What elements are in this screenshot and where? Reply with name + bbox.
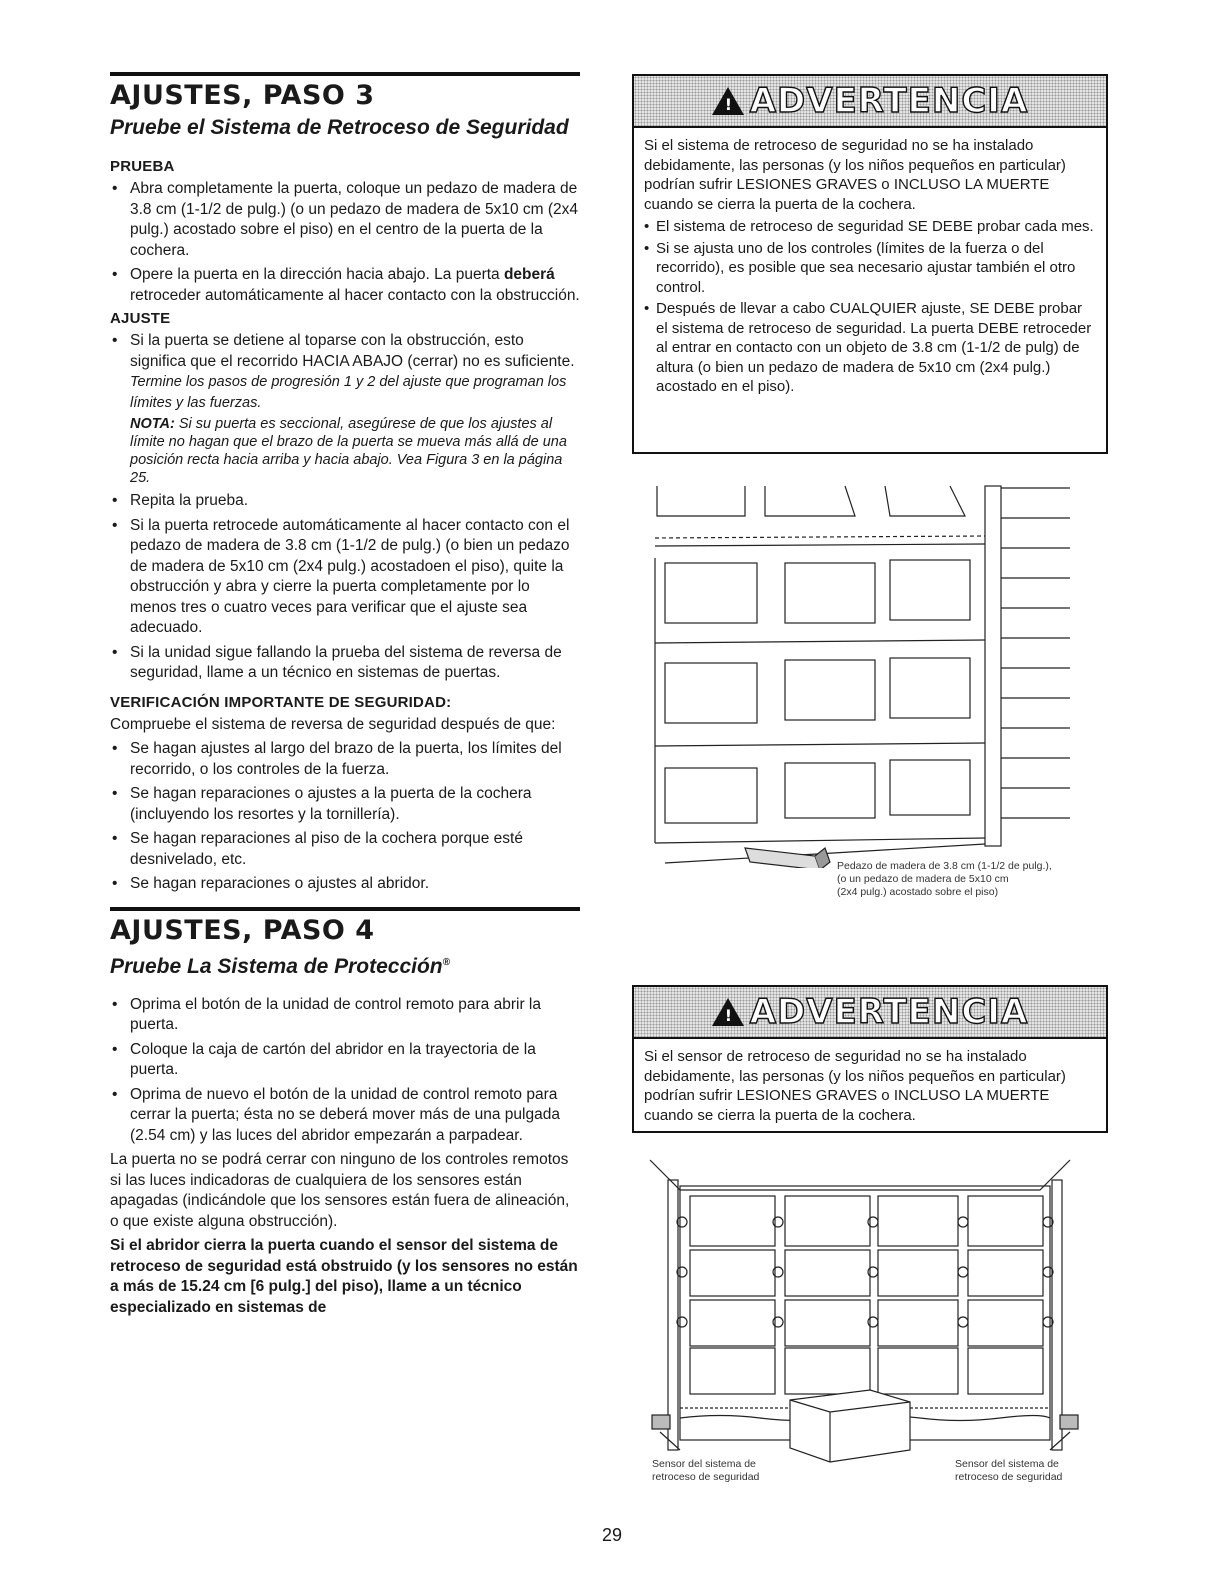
label-line: retroceso de seguridad bbox=[955, 1471, 1063, 1483]
list-item bbox=[110, 331, 580, 487]
step4-subtitle bbox=[110, 951, 580, 979]
step4-subtitle-text: Pruebe La Sistema de Protección bbox=[110, 954, 443, 978]
nota bbox=[130, 415, 580, 487]
warning-triangle-icon bbox=[712, 87, 744, 115]
figure1-caption bbox=[837, 860, 1052, 899]
garage-door-sensor-figure bbox=[640, 1150, 1080, 1470]
list-item: • Coloque la caja de cartón del abridor en la trayectoria de la puerta. bbox=[110, 1040, 580, 1081]
warning-banner bbox=[634, 987, 1106, 1039]
caption-line: (2x4 pulg.) acostado sobre el piso) bbox=[837, 886, 999, 898]
door-bottom bbox=[655, 838, 985, 843]
warning-text: Si el sensor de retroceso de seguridad no se ha instalado debidamente, las personas (y los niños pequeños en particular) podrían sufrir LESIONES GRAVES o INCLUSO LA MUERTE cuando se cierra la puerta de la cochera. bbox=[644, 1048, 1066, 1124]
warning-box-1 bbox=[632, 74, 1108, 454]
item-text: retroceder automáticamente al hacer contacto con la obstrucción. bbox=[130, 286, 580, 304]
warning-banner-text: ADVERTENCIA bbox=[749, 81, 1029, 121]
left-sensor-label bbox=[652, 1458, 759, 1484]
warning-box-2 bbox=[632, 985, 1108, 1133]
warning-banner bbox=[634, 76, 1106, 128]
door-panels bbox=[690, 1196, 1043, 1394]
door-frame bbox=[985, 486, 1001, 846]
bold-word: deberá bbox=[503, 266, 555, 283]
label-line: retroceso de seguridad bbox=[652, 1471, 760, 1483]
list-item: • Si se ajusta uno de los controles (límites de la fuerza o del recorrido), es posible que sea necesario ajustar también el otro control. bbox=[644, 239, 1096, 298]
list-item: • Oprima el botón de la unidad de control remoto para abrir la puerta. bbox=[110, 995, 580, 1036]
warning-intro: Si el sistema de retroceso de seguridad no se ha instalado debidamente, las personas (y los niños pequeños en particular) podrían sufrir LESIONES GRAVES o INCLUSO LA MUERTE cuando se cierra la puerta de la cochera. bbox=[644, 137, 1066, 213]
door-hinges bbox=[677, 1217, 1053, 1327]
right-track bbox=[1052, 1180, 1062, 1450]
list-item: • Se hagan reparaciones al piso de la cochera porque esté desnivelado, etc. bbox=[110, 829, 580, 870]
step4-list bbox=[110, 995, 580, 1147]
garage-door-wood-figure bbox=[645, 478, 1085, 868]
page-number: 29 bbox=[601, 1525, 623, 1545]
ajuste-heading: AJUSTE bbox=[110, 310, 171, 327]
label-leader bbox=[660, 1432, 680, 1450]
wood-block bbox=[745, 848, 820, 868]
warning-triangle-icon bbox=[712, 998, 744, 1026]
door-section-line bbox=[655, 536, 985, 538]
prueba-list bbox=[110, 179, 580, 306]
door-panel-outline bbox=[885, 486, 965, 516]
list-item: • Se hagan reparaciones o ajustes al abridor. bbox=[110, 874, 580, 895]
item-text: Si la puerta se detiene al toparse con la obstrucción, esto significa que el recorrido HACIA ABAJO (cerrar) no es suficiente. bbox=[130, 332, 575, 370]
caption-line: (o un pedazo de madera de 5x10 cm bbox=[837, 873, 1009, 885]
warning-banner-text: ADVERTENCIA bbox=[749, 992, 1029, 1032]
left-track bbox=[668, 1180, 678, 1450]
door-panel-outline bbox=[765, 486, 855, 516]
right-sensor-label bbox=[955, 1458, 1062, 1484]
caption-line: Pedazo de madera de 3.8 cm (1-1/2 de pulg.), bbox=[837, 860, 1052, 872]
step4-title: AJUSTES, PASO 4 bbox=[110, 914, 375, 946]
list-item: • Si la unidad sigue fallando la prueba del sistema de reversa de seguridad, llame a un técnico en sistemas de puertas. bbox=[110, 643, 580, 684]
door-section-line bbox=[655, 544, 985, 546]
italic-note: Termine los pasos de progresión 1 y 2 del ajuste que programan los límites y las fuerzas. bbox=[130, 374, 567, 411]
label-leader bbox=[1050, 1432, 1070, 1450]
registered-mark: ® bbox=[442, 956, 450, 968]
step4-paragraph: La puerta no se podrá cerrar con ninguno de los controles remotos si las luces indicadoras de cualquiera de los sensores están apagadas (indicándole que los sensores están fuera de alineación, o que existe alguna obstrucción). bbox=[110, 1151, 570, 1230]
siding-lines bbox=[1001, 518, 1070, 818]
left-column bbox=[110, 72, 580, 1318]
list-item: • Oprima de nuevo el botón de la unidad de control remoto para cerrar la puerta; ésta no se deberá mover más de una pulgada (2.54 cm) y las luces del abridor empezarán a parpadear. bbox=[110, 1085, 580, 1147]
list-item: • El sistema de retroceso de seguridad SE DEBE probar cada mes. bbox=[644, 217, 1096, 237]
door-section-line bbox=[655, 640, 985, 643]
warning-list bbox=[644, 217, 1096, 397]
verif-list bbox=[110, 739, 580, 895]
label-line: Sensor del sistema de bbox=[652, 1458, 756, 1470]
list-item: • Después de llevar a cabo CUALQUIER ajuste, SE DEBE probar el sistema de retroceso de seguridad. La puerta DEBE retroceder al entrar en contacto con un objeto de 3.8 cm (1-1/2 de pulg) de altura (o bien un pedazo de madera de 5x10 cm (2x4 pulg.) acostado en el piso). bbox=[644, 299, 1096, 397]
warning-body bbox=[634, 1039, 1106, 1137]
nota-label: NOTA: bbox=[130, 416, 175, 432]
list-item: • Se hagan ajustes al largo del brazo de la puerta, los límites del recorrido, o los controles de la fuerza. bbox=[110, 739, 580, 780]
label-line: Sensor del sistema de bbox=[955, 1458, 1059, 1470]
door-panel-outline bbox=[657, 486, 745, 516]
nota-text: Si su puerta es seccional, asegúrese de que los ajustes al límite no hagan que el brazo de la puerta se mueva más allá de una posición recta hacia arriba y hacia abajo. Vea Figura 3 en la página 25. bbox=[130, 416, 567, 486]
door-panels bbox=[665, 560, 970, 823]
list-item bbox=[110, 265, 580, 306]
door-section-line bbox=[655, 743, 985, 746]
carton-box bbox=[790, 1390, 910, 1462]
list-item: • Abra completamente la puerta, coloque un pedazo de madera de 3.8 cm (1-1/2 de pulg.) (o un pedazo de madera de 5x10 cm (2x4 pulg.) acostado sobre el piso) en el centro de la puerta de la cochera. bbox=[110, 179, 580, 261]
section-rule bbox=[110, 72, 580, 76]
item-text: Opere la puerta en la dirección hacia abajo. La puerta bbox=[130, 266, 504, 283]
verif-heading: VERIFICACIÓN IMPORTANTE DE SEGURIDAD: bbox=[110, 693, 452, 711]
ajuste-list bbox=[110, 331, 580, 684]
verif-intro: Compruebe el sistema de reversa de seguridad después de que: bbox=[110, 715, 556, 733]
left-sensor-icon bbox=[652, 1415, 670, 1429]
prueba-heading: PRUEBA bbox=[110, 158, 175, 175]
warning-body bbox=[634, 128, 1106, 411]
right-sensor-icon bbox=[1060, 1415, 1078, 1429]
step3-title: AJUSTES, PASO 3 bbox=[110, 80, 375, 111]
list-item: • Si la puerta retrocede automáticamente al hacer contacto con el pedazo de madera de 3.8 cm (1-1/2 de pulg.) (o bien un pedazo de madera de 5x10 cm (2x4 pulg.) acostadoen el piso), quite la obstrucción y abra y cierre la puerta completamente por lo menos tres o cuatro veces para verificar que el ajuste sea adecuado. bbox=[110, 516, 580, 639]
section-rule bbox=[110, 907, 580, 911]
list-item: • Se hagan reparaciones o ajustes a la puerta de la cochera (incluyendo los resortes y la tornillería). bbox=[110, 784, 580, 825]
list-item: • Repita la prueba. bbox=[110, 491, 580, 512]
step4-bold-paragraph: Si el abridor cierra la puerta cuando el sensor del sistema de retroceso de seguridad está obstruido (y los sensores no están a más de 15.24 cm [6 pulg.] del piso), llame a un técnico especializado en sistemas de bbox=[110, 1237, 578, 1316]
step3-subtitle: Pruebe el Sistema de Retroceso de Seguridad bbox=[110, 116, 569, 139]
